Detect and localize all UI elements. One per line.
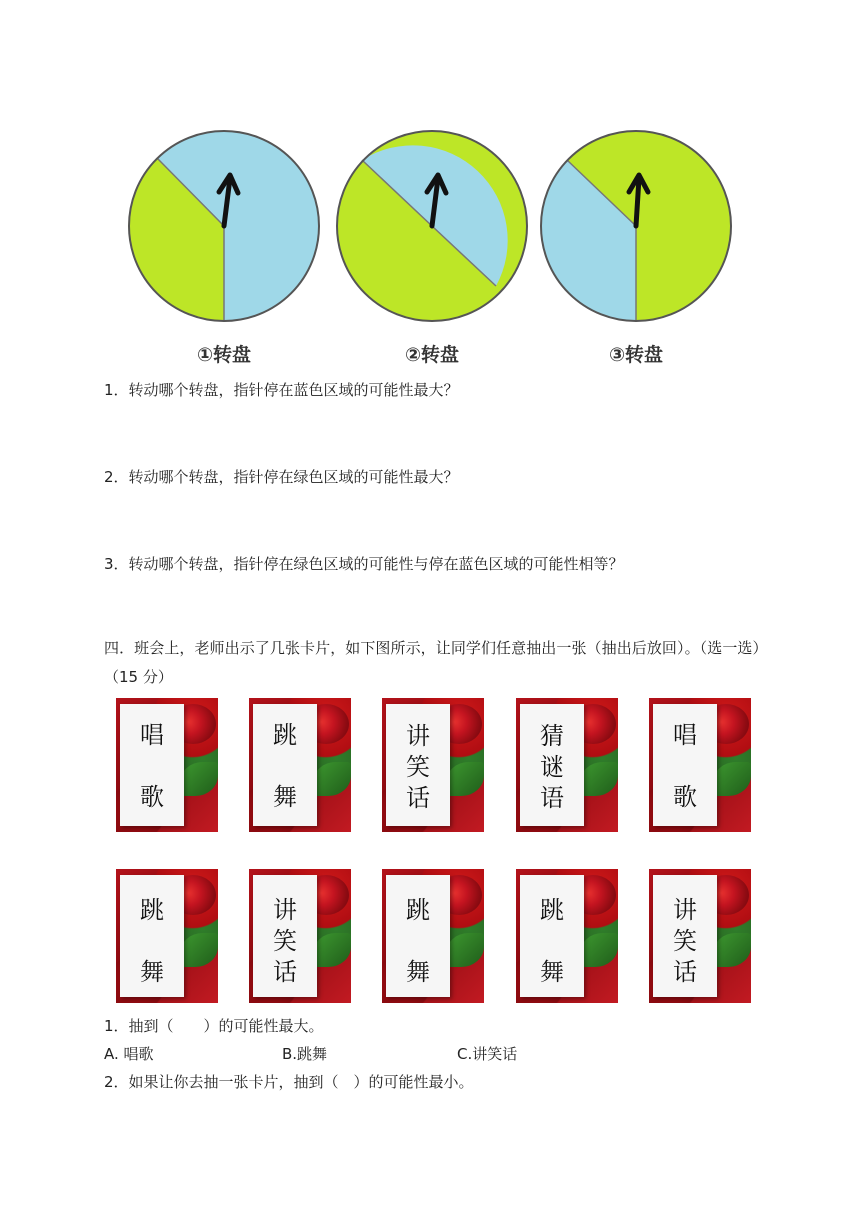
card-char: 跳 (540, 896, 564, 924)
spinner-3-graphic (538, 128, 734, 324)
leaf-image (580, 933, 618, 967)
card-char: 歌 (140, 783, 164, 811)
card-char: 笑 (273, 927, 297, 955)
card-paper (520, 875, 584, 997)
card-char: 舞 (406, 958, 430, 986)
card-paper (520, 704, 584, 826)
card-paper (120, 875, 184, 997)
card-char: 笑 (406, 753, 430, 781)
spinner-figure (0, 0, 860, 380)
card-char: 舞 (273, 783, 297, 811)
spinner-2 (334, 128, 530, 324)
card-paper (253, 704, 317, 826)
leaf-image (446, 933, 484, 967)
card (116, 869, 218, 1003)
card-char: 唱 (673, 721, 697, 749)
option-b: B.跳舞 (282, 1045, 328, 1063)
option-c: C.讲笑话 (457, 1045, 518, 1063)
section-4-text: 四．班会上，老师出示了几张卡片，如下图所示，让同学们任意抽出一张（抽出后放回）。（选一选）（15 分） (104, 639, 760, 686)
spinner-2-label: ②转盘 (404, 344, 460, 366)
card (116, 698, 218, 832)
spinner-1-graphic (126, 128, 322, 324)
card-char: 猜 (540, 722, 564, 750)
card (382, 698, 484, 832)
card (382, 869, 484, 1003)
leaf-image (313, 933, 351, 967)
card-char: 舞 (140, 958, 164, 986)
leaf-image (580, 762, 618, 796)
card-char: 舞 (540, 958, 564, 986)
spinner-2-graphic (334, 128, 530, 324)
card-char: 讲 (406, 722, 430, 750)
spinner-1-label: ①转盘 (196, 344, 252, 366)
card-question-2: 2．如果让你去抽一张卡片，抽到（ ）的可能性最小。 (104, 1073, 474, 1091)
spinner-question-3: 3．转动哪个转盘，指针停在绿色区域的可能性与停在蓝色区域的可能性相等？ (104, 555, 624, 573)
leaf-image (313, 762, 351, 796)
leaf-image (713, 933, 751, 967)
card-char: 笑 (673, 927, 697, 955)
card-paper (253, 875, 317, 997)
card-paper (653, 875, 717, 997)
card-char: 跳 (140, 896, 164, 924)
leaf-image (713, 762, 751, 796)
card-char: 讲 (673, 896, 697, 924)
spinner-question-1: 1．转动哪个转盘，指针停在蓝色区域的可能性最大？ (104, 381, 459, 399)
card (249, 869, 351, 1003)
card (516, 869, 618, 1003)
card-char: 话 (673, 958, 697, 986)
spinner-3-label: ③转盘 (608, 344, 664, 366)
card-char: 话 (273, 958, 297, 986)
card-paper (653, 704, 717, 826)
spinner-3 (538, 128, 734, 324)
card-char: 话 (406, 784, 430, 812)
card-char: 谜 (540, 753, 564, 781)
card-paper (386, 704, 450, 826)
card (649, 869, 751, 1003)
card-char: 讲 (273, 896, 297, 924)
card (516, 698, 618, 832)
card-paper (120, 704, 184, 826)
card-char: 歌 (673, 783, 697, 811)
card-char: 语 (540, 784, 564, 812)
card-question-1: 1．抽到（ ）的可能性最大。 (104, 1017, 324, 1035)
leaf-image (180, 933, 218, 967)
option-a: A. 唱歌 (104, 1045, 154, 1063)
card-char: 唱 (140, 721, 164, 749)
leaf-image (446, 762, 484, 796)
card-paper (386, 875, 450, 997)
card-char: 跳 (273, 721, 297, 749)
card (649, 698, 751, 832)
card-char: 跳 (406, 896, 430, 924)
card (249, 698, 351, 832)
leaf-image (180, 762, 218, 796)
spinner-1 (126, 128, 322, 324)
spinner-question-2: 2．转动哪个转盘，指针停在绿色区域的可能性最大？ (104, 468, 459, 486)
